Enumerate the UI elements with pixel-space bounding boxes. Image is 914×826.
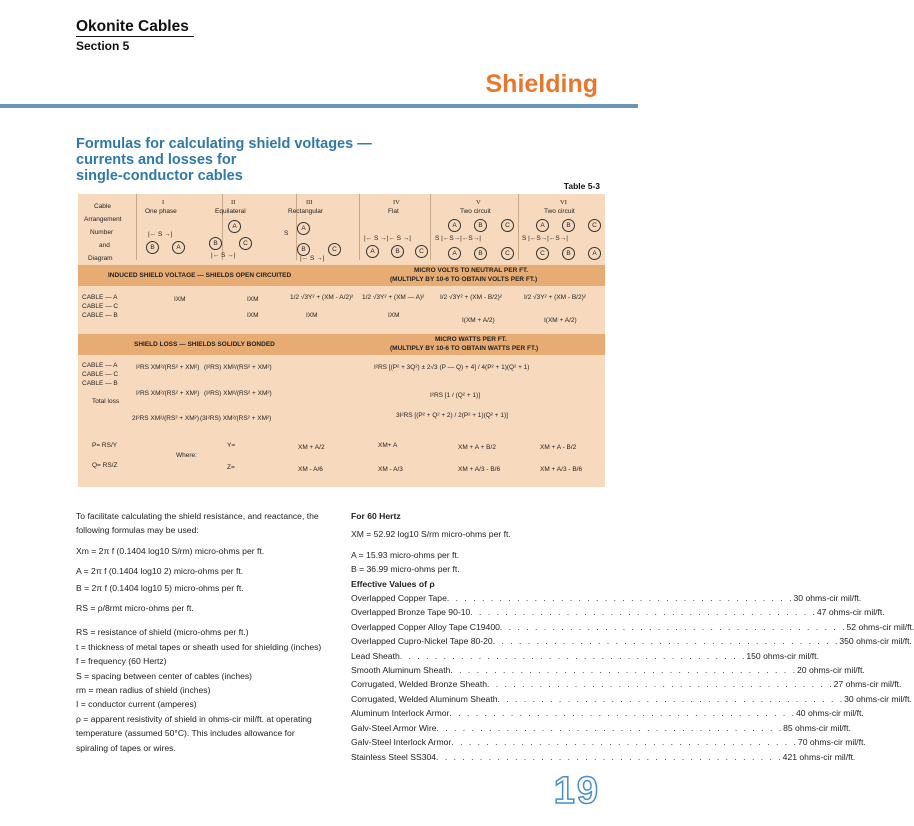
voltage-cell: IXM <box>306 312 318 319</box>
leader-dots: . . . . . . . . . . . . . . . . . . . . . . . . . . . . . . . . . . . . . . . . <box>451 737 798 748</box>
sixty-hertz-heading: For 60 Hertz <box>351 511 401 521</box>
xm-60hz-formula: XM = 52.92 log10 S/rm micro-ohms per ft. <box>351 529 511 540</box>
column-divider <box>222 194 223 260</box>
resistivity-value: 52 ohms-cir mil/ft. <box>846 621 914 632</box>
formula-cell: I/2 √3Y² + (XM - B/2)² <box>440 294 502 301</box>
voltage-cell: IXM <box>174 296 186 303</box>
resistivity-row <box>351 649 819 663</box>
spacing-arrow-icon: S |←S→|←S→| <box>522 235 568 242</box>
leader-dots: . . . . . . . . . . . . . . . . . . . . . . . . . . . . . . . . . . . . . . . . <box>487 679 834 690</box>
column-roman: VI <box>560 199 567 206</box>
total-loss-label: Total loss <box>92 398 120 405</box>
cable-a-icon: A <box>448 219 461 232</box>
material-label: Galv-Steel Armor Wire <box>351 722 437 733</box>
formula-table <box>78 194 605 487</box>
cable-c-icon: C <box>501 219 514 232</box>
cable-c-icon: C <box>415 245 428 258</box>
voltage-section-band <box>78 265 605 286</box>
material-label: Smooth Aluminum Sheath <box>351 665 451 676</box>
definition-item: ρ = apparent resistivity of shield in ohms-cir mil/ft. at operating temperature (assumed 50°C). This includes allowance for spiraling of tapes or wires. <box>76 713 312 753</box>
material-label: Overlapped Bronze Tape 90-10 <box>351 607 471 618</box>
voltage-cell: IXM <box>247 312 259 319</box>
definition-item: RS = resistance of shield (micro-ohms per ft.) <box>76 627 249 638</box>
leader-dots: . . . . . . . . . . . . . . . . . . . . . . . . . . . . . . . . . . . . . . . . <box>497 693 845 704</box>
brand-title: Okonite Cables <box>76 18 189 35</box>
resistivity-row <box>351 620 914 634</box>
definitions-column <box>76 509 326 755</box>
material-label: Corrugated, Welded Aluminum Sheath <box>351 693 498 704</box>
z-formula: XM - A/3 <box>378 466 403 473</box>
leader-dots: . . . . . . . . . . . . . . . . . . . . . . . . . . . . . . . . . . . . . . . . <box>492 636 840 647</box>
column-roman: V <box>476 199 481 206</box>
column-roman: II <box>231 199 236 206</box>
cable-a-icon: A <box>588 247 601 260</box>
band-units: MICRO VOLTS TO NEUTRAL PER FT. <box>414 267 529 274</box>
spacing-arrow-icon: |← S →| <box>300 255 325 262</box>
band-units-note: (MULTIPLY BY 10-6 TO OBTAIN VOLTS PER FT.) <box>390 276 538 283</box>
y-definition: Y= <box>227 442 236 449</box>
resistivity-value: 85 ohms-cir mil/ft. <box>783 722 851 733</box>
formula-cell: I²RS XM²/(RS² + XM²) <box>136 364 200 371</box>
material-label: Corrugated, Welded Bronze Sheath <box>351 679 487 690</box>
resistivity-row <box>351 750 856 764</box>
formula-cell: 1/2 √3Y² + (XM - A/2)² <box>290 294 354 301</box>
brand-underline <box>76 36 194 37</box>
cable-c-icon: C <box>239 237 252 250</box>
spacing-arrow-icon: |← S →| <box>211 252 236 259</box>
stub-label: and <box>99 242 110 249</box>
resistivity-value: 40 ohms-cir mil/ft. <box>796 708 864 719</box>
section-label: Section 5 <box>76 39 130 53</box>
table-heading-line: currents and losses for <box>76 152 237 168</box>
resistivity-value: 150 ohms-cir mil/ft. <box>746 650 819 661</box>
spacing-arrow-icon: |← S →|← S →| <box>364 235 411 242</box>
cable-a-icon: A <box>366 245 379 258</box>
column-divider <box>430 194 431 260</box>
a-value: A = 15.93 micro-ohms per ft. <box>351 549 460 560</box>
rs-formula: RS = ρ/8rmt micro-ohms per ft. <box>76 603 194 614</box>
formula-cell: I²RS [(P² + 3Q²) ± 2√3 (P — Q) + 4] / 4(P² + 1)(Q² + 1) <box>374 364 530 371</box>
where-label: Where: <box>176 452 197 459</box>
formula-cell: 3I²RS [(P² + Q² + 2) / 2(P² + 1)(Q² + 1)] <box>396 412 508 419</box>
leader-dots: . . . . . . . . . . . . . . . . . . . . . . . . . . . . . . . . . . . . . . . . <box>470 607 817 618</box>
column-divider <box>359 194 360 260</box>
band-title: SHIELD LOSS — SHIELDS SOLIDLY BONDED <box>134 341 275 348</box>
cable-b-icon: B <box>391 245 404 258</box>
intro-paragraph: To facilitate calculating the shield resistance, and reactance, the following formulas may be used: <box>76 511 319 536</box>
formula-cell: I²RS XM²/(RS² + XM²) <box>136 390 200 397</box>
resistivity-list <box>351 591 914 764</box>
resistivity-value: 20 ohms-cir mil/ft. <box>797 665 865 676</box>
cable-a-icon: A <box>297 222 310 235</box>
column-name: Two circuit <box>544 208 575 215</box>
resistivity-value: 30 ohms-cir mil/ft. <box>844 693 912 704</box>
material-label: Aluminum Interlock Armor <box>351 708 450 719</box>
material-label: Overlapped Cupro-Nickel Tape 80-20 <box>351 636 493 647</box>
cable-a-icon: A <box>536 219 549 232</box>
definition-item: S = spacing between center of cables (inches) <box>76 670 253 681</box>
cable-b-icon: B <box>474 219 487 232</box>
column-roman: III <box>306 199 313 206</box>
material-label: Galv-Steel Interlock Armor <box>351 737 452 748</box>
z-formula: XM + A/3 - B/6 <box>540 466 583 473</box>
resistivity-row <box>351 663 865 677</box>
sixty-hertz-column <box>351 509 914 764</box>
column-roman: IV <box>393 199 400 206</box>
cable-c-icon: C <box>501 247 514 260</box>
leader-dots: . . . . . . . . . . . . . . . . . . . . . . . . . . . . . . . . . . . . . . . . <box>499 621 847 632</box>
column-name: Equilateral <box>215 208 246 215</box>
resistivity-row <box>351 721 851 735</box>
column-name: Two circuit <box>460 208 491 215</box>
spacing-arrow-icon: S <box>284 230 289 237</box>
formula-cell: (I²RS) XM²/(RS² + XM²) <box>204 390 272 397</box>
cable-c-icon: C <box>536 247 549 260</box>
voltage-cell: I(XM + A/2) <box>544 317 577 324</box>
y-formula: XM + A + B/2 <box>458 444 496 451</box>
voltage-cell: IXM <box>247 296 259 303</box>
resistivity-value: 30 ohms-cir mil/ft. <box>793 593 862 604</box>
leader-dots: . . . . . . . . . . . . . . . . . . . . . . . . . . . . . . . . . . . . . . . . <box>449 708 797 719</box>
resistivity-row <box>351 605 885 619</box>
definition-item: I = conductor current (amperes) <box>76 699 197 710</box>
definition-item: f = frequency (60 Hertz) <box>76 656 167 667</box>
resistivity-row <box>351 706 864 720</box>
cable-c-icon: C <box>328 243 341 256</box>
formula-cell: (3I²RS) XM²/(RS² + XM²) <box>200 415 272 422</box>
stub-label: Cable <box>94 203 111 210</box>
table-number: Table 5-3 <box>563 181 600 191</box>
formula-cell: I²RS [1 / (Q² + 1)] <box>430 392 481 399</box>
table-heading-line: Formulas for calculating shield voltages — <box>76 136 372 152</box>
column-name: One phase <box>145 208 177 215</box>
formula-cell: 2I²RS XM²/(RS² + XM²) <box>132 415 199 422</box>
b-value: B = 36.99 micro-ohms per ft. <box>351 564 460 575</box>
band-title: INDUCED SHIELD VOLTAGE — SHIELDS OPEN CIRCUITED <box>108 272 292 279</box>
cable-c-icon: C <box>588 219 601 232</box>
material-label: Stainless Steel SS304 <box>351 751 437 762</box>
cable-row-label: CABLE — B <box>82 380 118 387</box>
leader-dots: . . . . . . . . . . . . . . . . . . . . . . . . . . . . . . . . . . . . . . . . <box>450 665 797 676</box>
formula-cell: (I²RS) XM²/(RS² + XM²) <box>204 364 272 371</box>
z-formula: XM - A/6 <box>298 466 323 473</box>
cable-row-label: CABLE — A <box>82 294 118 301</box>
material-label: Overlapped Copper Alloy Tape C19400 <box>351 621 500 632</box>
title-rule <box>0 104 638 108</box>
definition-item: t = thickness of metal tapes or sheath used for shielding (inches) <box>76 641 322 652</box>
resistivity-row <box>351 677 902 691</box>
column-roman: I <box>162 199 165 206</box>
cable-b-icon: B <box>297 243 310 256</box>
cable-a-icon: A <box>228 220 241 233</box>
resistivity-row <box>351 634 912 648</box>
resistivity-row <box>351 735 866 749</box>
resistivity-value: 47 ohms-cir mil/ft. <box>816 607 885 618</box>
leader-dots: . . . . . . . . . . . . . . . . . . . . . . . . . . . . . . . . . . . . . . . . <box>399 650 747 661</box>
cable-b-icon: B <box>146 241 159 254</box>
column-name: Flat <box>388 208 399 215</box>
column-divider <box>136 194 137 260</box>
material-label: Overlapped Copper Tape <box>351 593 447 604</box>
resistivity-value: 350 ohms-cir mil/ft. <box>839 636 912 647</box>
resistivity-row <box>351 591 862 605</box>
p-definition: P= RS/Y <box>92 442 118 449</box>
table-heading-line: single-conductor cables <box>76 168 243 184</box>
material-label: Lead Sheath <box>351 650 400 661</box>
cable-b-icon: B <box>562 247 575 260</box>
definition-item: rm = mean radius of shield (inches) <box>76 685 211 696</box>
cable-b-icon: B <box>209 237 222 250</box>
leader-dots: . . . . . . . . . . . . . . . . . . . . . . . . . . . . . . . . . . . . . . . . <box>436 751 783 762</box>
cable-row-label: CABLE — C <box>82 371 119 378</box>
loss-section-band <box>78 334 605 355</box>
stub-label: Number <box>90 229 114 236</box>
page-number: 19 <box>553 770 600 812</box>
voltage-cell: I(XM + A/2) <box>462 317 495 324</box>
leader-dots: . . . . . . . . . . . . . . . . . . . . . . . . . . . . . . . . . . . . . . . . <box>436 722 784 733</box>
resistivity-value: 70 ohms-cir mil/ft. <box>797 737 866 748</box>
stub-label: Diagram <box>88 255 113 262</box>
spacing-arrow-icon: S |←S→|←S→| <box>435 235 481 242</box>
resistivity-row <box>351 692 912 706</box>
cable-a-icon: A <box>448 247 461 260</box>
cable-a-icon: A <box>172 241 185 254</box>
column-divider <box>518 194 519 260</box>
spacing-arrow-icon: |← S →| <box>148 231 173 238</box>
cable-b-icon: B <box>562 219 575 232</box>
cable-b-icon: B <box>474 247 487 260</box>
cable-row-label: CABLE — B <box>82 312 118 319</box>
voltage-cell: IXM <box>388 312 400 319</box>
effective-values-heading: Effective Values of ρ <box>351 578 435 589</box>
formula-cell: I/2 √3Y² + (XM - B/2)² <box>524 294 586 301</box>
page-title: Shielding <box>485 70 598 98</box>
a-formula: A = 2π f (0.1404 log10 2) micro-ohms per ft. <box>76 566 244 577</box>
stub-label: Arrangement <box>84 216 122 223</box>
column-name: Rectangular <box>288 208 324 215</box>
y-formula: XM + A/2 <box>298 444 325 451</box>
b-formula: B = 2π f (0.1404 log10 5) micro-ohms per ft. <box>76 582 244 593</box>
xm-formula: Xm = 2π f (0.1404 log10 S/rm) micro-ohms per ft. <box>76 545 265 556</box>
resistivity-value: 421 ohms-cir mil/ft. <box>782 751 856 762</box>
table-heading <box>76 136 456 184</box>
band-units: MICRO WATTS PER FT. <box>435 336 507 343</box>
leader-dots: . . . . . . . . . . . . . . . . . . . . . . . . . . . . . . . . . . . . . . . . <box>446 593 794 604</box>
z-formula: XM + A/3 - B/6 <box>458 466 501 473</box>
resistivity-value: 27 ohms-cir mil/ft. <box>833 679 902 690</box>
cable-row-label: CABLE — A <box>82 362 118 369</box>
z-definition: Z= <box>227 464 235 471</box>
y-formula: XM+ A <box>378 442 398 449</box>
y-formula: XM + A - B/2 <box>540 444 577 451</box>
cable-row-label: CABLE — C <box>82 303 119 310</box>
band-units-note: (MULTIPLY BY 10-6 TO OBTAIN WATTS PER FT.) <box>390 345 539 352</box>
q-definition: Q= RS/Z <box>92 462 118 469</box>
formula-cell: 1/2 √3Y² + (XM — A)² <box>362 294 425 301</box>
